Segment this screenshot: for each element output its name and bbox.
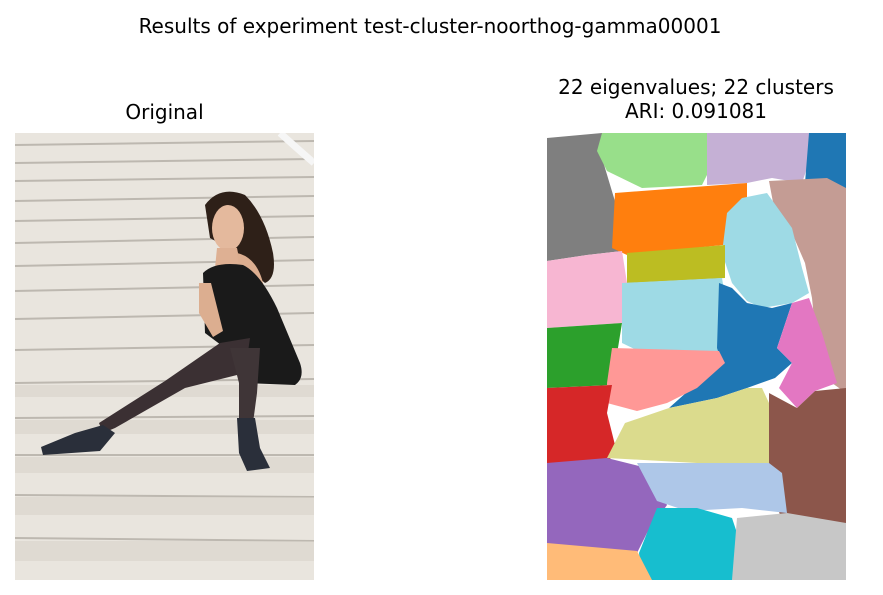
segment-red — [547, 385, 617, 463]
segmentation-image-panel — [547, 133, 846, 580]
segment-silver — [732, 513, 846, 580]
segmentation-map — [547, 133, 846, 580]
figure-suptitle: Results of experiment test-cluster-noorthog-gamma00001 — [138, 14, 722, 38]
segmentation-panel-title — [500, 75, 883, 123]
segment-lightblue-lower — [622, 278, 727, 355]
segment-pink — [547, 251, 627, 328]
original-photo — [15, 133, 314, 580]
original-image-panel — [15, 133, 314, 580]
segment-lightgreen — [597, 133, 707, 188]
segment-lavender — [707, 133, 812, 185]
segmentation-title-line2: ARI: 0.091081 — [624, 99, 767, 123]
original-panel-title: Original — [125, 100, 204, 124]
segmentation-title-line1: 22 eigenvalues; 22 clusters — [558, 75, 834, 99]
segment-cyan — [639, 508, 742, 580]
face — [212, 205, 244, 251]
